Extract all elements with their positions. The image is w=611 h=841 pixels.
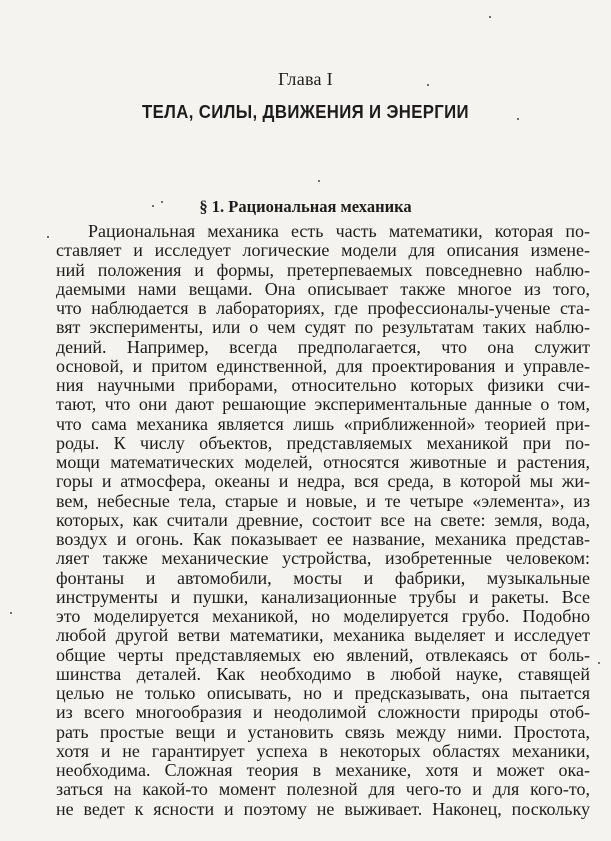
text-line: что наблюдается в лабораториях, где профессионалы-ученые ста- — [56, 299, 590, 318]
text-line: ний положения и формы, претерпеваемых повседневно наблю- — [56, 260, 590, 280]
text-line: не ведет к ясности и поэтому не выживает. Наконец, поскольку — [56, 799, 590, 819]
scan-speck — [152, 205, 154, 207]
text-line: горы и атмосфера, океаны и недра, вся среда, в которой мы жи- — [56, 472, 590, 492]
scan-speck — [427, 84, 429, 86]
text-line: тают, что они дают решающие экспериментальные данные о том, — [56, 395, 590, 415]
text-line: любой другой ветви математики, механика выделяет и исследует — [56, 626, 590, 646]
text-line: хотя и не гарантирует успеха в некоторых областях механики, — [56, 741, 590, 761]
text-line: шинства деталей. Как необходимо в любой науке, ставящей — [56, 664, 590, 684]
text-line: рать простые вещи и установить связь между ними. Простота, — [56, 722, 590, 742]
text-line: что сама механика является лишь «приближенной» теорией при- — [56, 414, 590, 434]
scan-speck — [318, 180, 320, 182]
text-line: фонтаны и автомобили, мосты и фабрики, музыкальные — [56, 568, 590, 588]
text-line: мощи математических моделей, относятся животные и растения, — [56, 453, 590, 472]
scan-speck — [161, 201, 163, 203]
text-line: целью не только описывать, но и предсказывать, она пытается — [56, 684, 590, 703]
text-line: вем, небесные тела, старые и новые, и те четыре «элемента», из — [56, 491, 590, 511]
text-line: ставляет и исследует логические модели для описания измене- — [56, 241, 590, 261]
text-line: ния научными приборами, относительно которых физики счи- — [56, 376, 590, 395]
text-line: основой, и притом единственной, для проектирования и управле- — [56, 356, 590, 376]
body-paragraph — [56, 222, 590, 819]
scan-speck — [10, 612, 12, 614]
text-line: общие черты представляемых ею явлений, отвлекаясь от боль- — [56, 645, 590, 665]
text-line: ляет также механические устройства, изобретенные человеком: — [56, 549, 590, 569]
text-line: заться на какой-то момент полезной для чего-то и для кого-то, — [56, 780, 590, 800]
text-line: необходима. Сложная теория в механике, хотя и может ока- — [56, 761, 590, 780]
text-line: из всего многообразия и неодолимой сложности природы отоб- — [56, 703, 590, 723]
scan-speck — [517, 118, 519, 120]
text-line: вят эксперименты, или о чем судят по результатам таких наблю- — [56, 318, 590, 338]
text-line: роды. К числу объектов, представляемых механикой при по- — [56, 433, 590, 453]
text-line: дений. Например, всегда предполагается, что она служит — [56, 337, 590, 357]
text-line: даемыми нами вещами. Она описывает также многое из того, — [56, 279, 590, 299]
text-line: воздух и огонь. Как показывает ее название, механика представ- — [56, 530, 590, 549]
scan-speck — [47, 236, 49, 238]
text-line: инструменты и пушки, канализационные трубы и ракеты. Все — [56, 587, 590, 607]
scan-speck — [489, 16, 491, 18]
chapter-label: Глава I — [278, 69, 333, 89]
scan-speck — [598, 662, 600, 664]
section-heading: § 1. Рациональная механика — [199, 197, 412, 216]
chapter-title: ТЕЛА, СИЛЫ, ДВИЖЕНИЯ И ЭНЕРГИИ — [142, 102, 469, 122]
text-line: Рациональная механика есть часть математики, которая по- — [88, 222, 590, 241]
text-line: которых, как считали древние, состоит все на свете: земля, вода, — [56, 510, 590, 530]
text-line: это моделируется механикой, но моделируется грубо. Подобно — [56, 607, 590, 626]
